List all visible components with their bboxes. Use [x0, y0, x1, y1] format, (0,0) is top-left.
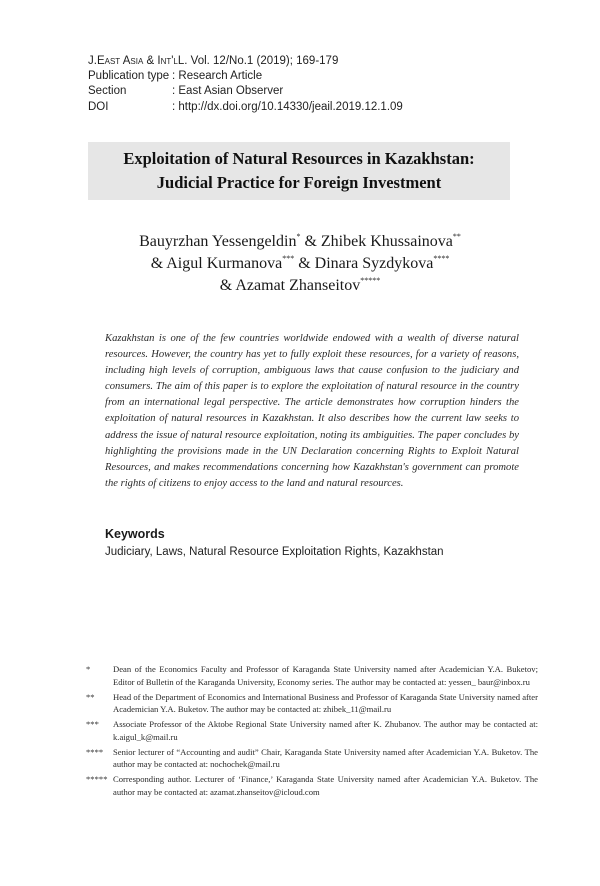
author-5-mark: ***** — [360, 276, 381, 285]
journal-name: East Asia & Int'l — [96, 55, 178, 67]
journal-header — [88, 54, 403, 115]
abstract: Kazakhstan is one of the few countries worldwide endowed with a wealth of diverse natural resources. However, the country has yet to fully exploit these resources, for a variety of reasons, including high levels of corruption, ambiguous laws that cause confusion to the judiciary and consumers. The aim of this paper is to explore the exploitation of natural resource in the country from an international legal perspective. The article demonstrates how corruption hinders the exploitation of natural resources in Kazakhstan. It also describes how the current law seeks to address the issue of natural resource exploitation, noting its ambiguities. The paper concludes by highlighting the provisions made in the UN Declaration concerning Rights to Exploit Natural Resources, and makes recommendations concerning how Kazakhstan's government can promote the rights of citizens to enjoy access to the land and natural resources. — [105, 333, 519, 489]
title-line-1: Exploitation of Natural Resources in Kazakhstan: — [123, 149, 475, 168]
footnote-mark: **** — [86, 746, 104, 757]
section-label: Section — [88, 85, 127, 98]
footnote-text: Corresponding author. Lecturer of ‘Finance,’ Karaganda State University named after Academician Y.A. Buketov. The author may be contacted at: azamat.zhanseitov@icloud.com — [113, 774, 538, 798]
footnote-mark: * — [86, 664, 91, 674]
author-list — [80, 231, 520, 297]
journal-prefix: J. — [88, 55, 97, 67]
footnotes — [86, 663, 538, 801]
publication-type-value: : Research Article — [172, 70, 263, 83]
paper-title — [88, 142, 510, 200]
footnote — [86, 773, 538, 798]
journal-volume: L. Vol. 12/No.1 (2019); 169-179 — [177, 55, 339, 67]
footnote — [86, 691, 538, 716]
publication-type-label: Publication type — [88, 70, 170, 83]
footnote-mark: ** — [86, 691, 95, 702]
journal-citation — [88, 54, 403, 69]
doi-row — [88, 100, 403, 115]
author-3: & Aigul Kurmanova — [150, 255, 283, 272]
footnote — [86, 718, 538, 743]
footnote — [86, 663, 538, 688]
keywords-list: Judiciary, Laws, Natural Resource Exploitation Rights, Kazakhstan — [105, 546, 444, 558]
footnote-mark: ***** — [86, 774, 108, 785]
author-4-mark: **** — [433, 254, 450, 263]
author-3-mark: *** — [282, 254, 295, 263]
footnote-text: Associate Professor of the Aktobe Regional State University named after K. Zhubanov. The author may be contacted at: k.aigul_k@mail.ru — [113, 719, 538, 742]
doi-link[interactable]: : http://dx.doi.org/10.14330/jeail.2019.12.1.09 — [172, 100, 403, 113]
author-2-mark: ** — [452, 232, 461, 241]
keywords-heading: Keywords — [105, 527, 165, 541]
authors-line-3 — [80, 275, 520, 297]
footnote — [86, 746, 538, 771]
author-1: Bauyrzhan Yessengeldin — [139, 233, 297, 250]
footnote-text: Senior lecturer of “Accounting and audit” Chair, Karaganda State University named after Academician Y.A. Buketov. The author may be contacted at: nochochek@mail.ru — [113, 746, 538, 770]
authors-line-2 — [80, 253, 520, 275]
section-value: : East Asian Observer — [172, 85, 284, 98]
author-4: & Dinara Syzdykova — [294, 255, 434, 272]
footnote-text: Dean of the Economics Faculty and Professor of Karaganda State University named after Academician Y.A. Buketov; Editor of Bulletin of the Karaganda University, Economy series. The author may be contacted at: yessen_ baur@inbox.ru — [113, 664, 538, 687]
author-5: & Azamat Zhanseitov — [219, 277, 361, 294]
author-1-mark: * — [296, 232, 301, 241]
authors-line-1 — [80, 231, 520, 253]
author-2: & Zhibek Khussainova — [300, 233, 453, 250]
footnote-text: Head of the Department of Economics and International Business and Professor of Karaganda State University named after Academician Y.A. Buketov. The author may be contacted at: zhibek_11@mail.ru — [113, 691, 538, 715]
doi-label: DOI — [88, 100, 109, 113]
publication-type-row — [88, 69, 403, 84]
footnote-mark: *** — [86, 719, 99, 730]
section-row — [88, 84, 403, 99]
title-line-2: Judicial Practice for Foreign Investment — [156, 173, 442, 192]
